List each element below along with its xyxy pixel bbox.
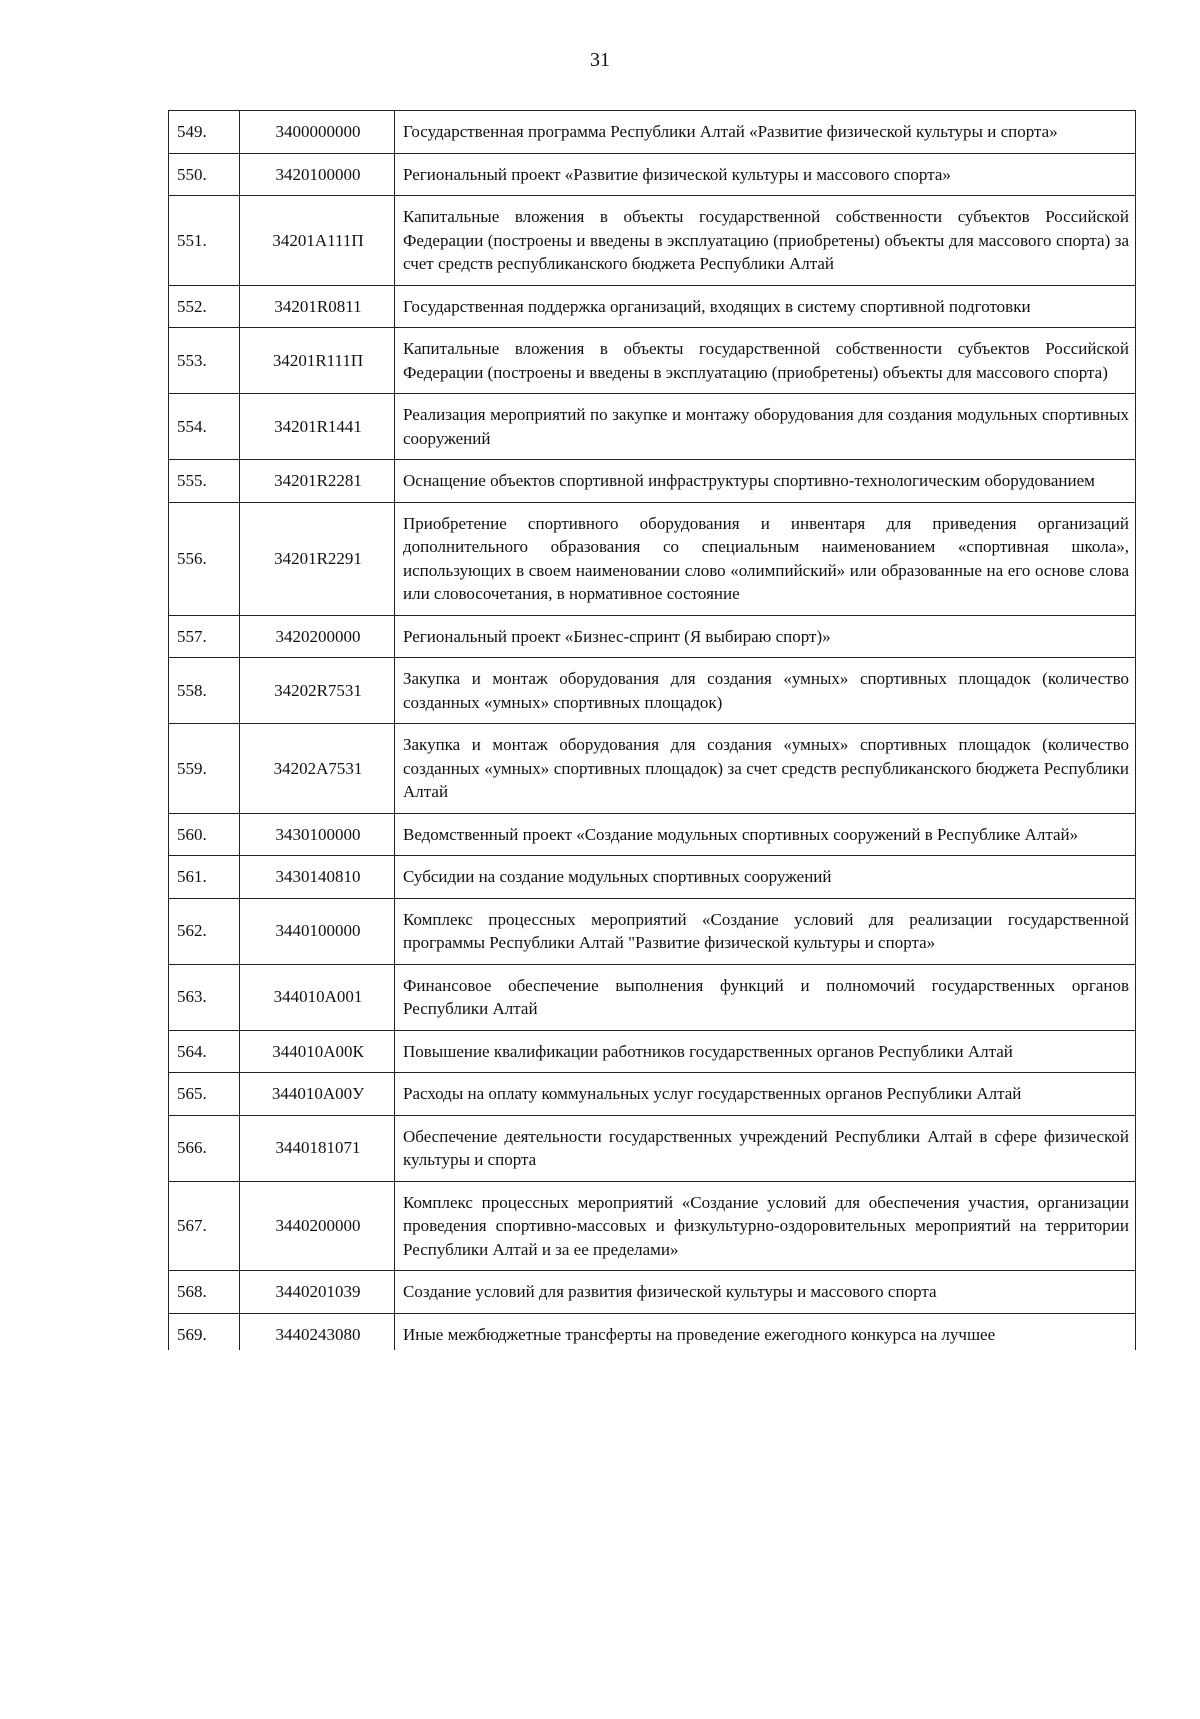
row-number: 549. — [169, 111, 240, 154]
row-code: 34201R2281 — [240, 460, 395, 503]
table-row — [169, 658, 1136, 724]
row-description: Приобретение спортивного оборудования и инвентаря для приведения организаций дополнительного образования со специальным наименованием «спортивная школа», использующих в своем наименовании слово «олимпийский» или образованные на его основе слова или словосочетания, в нормативное состояние — [395, 502, 1136, 615]
row-code: 34201R1441 — [240, 394, 395, 460]
row-description: Региональный проект «Развитие физической культуры и массового спорта» — [395, 153, 1136, 196]
row-code: 3440243080 — [240, 1313, 395, 1350]
row-number: 559. — [169, 724, 240, 814]
row-description: Ведомственный проект «Создание модульных спортивных сооружений в Республике Алтай» — [395, 813, 1136, 856]
row-number: 552. — [169, 285, 240, 328]
row-code: 344010А00У — [240, 1073, 395, 1116]
row-description: Закупка и монтаж оборудования для создания «умных» спортивных площадок (количество созданных «умных» спортивных площадок) — [395, 658, 1136, 724]
table-row — [169, 460, 1136, 503]
row-code: 3440100000 — [240, 898, 395, 964]
row-code: 3440200000 — [240, 1181, 395, 1271]
row-description: Комплекс процессных мероприятий «Создание условий для обеспечения участия, организации проведения спортивно-массовых и физкультурно-оздоровительных мероприятий на территории Республики Алтай и за ее пределами» — [395, 1181, 1136, 1271]
row-description: Создание условий для развития физической культуры и массового спорта — [395, 1271, 1136, 1314]
row-number: 556. — [169, 502, 240, 615]
row-code: 3440201039 — [240, 1271, 395, 1314]
budget-code-table — [168, 110, 1136, 1350]
row-description: Капитальные вложения в объекты государственной собственности субъектов Российской Федерации (построены и введены в эксплуатацию (приобретены) объекты для массового спорта) за счет средств республиканского бюджета Республики Алтай — [395, 196, 1136, 286]
table-row — [169, 196, 1136, 286]
row-number: 550. — [169, 153, 240, 196]
table-row — [169, 394, 1136, 460]
row-code: 34201R111П — [240, 328, 395, 394]
row-description: Финансовое обеспечение выполнения функций и полномочий государственных органов Республики Алтай — [395, 964, 1136, 1030]
row-description: Расходы на оплату коммунальных услуг государственных органов Республики Алтай — [395, 1073, 1136, 1116]
row-number: 563. — [169, 964, 240, 1030]
row-code: 3420100000 — [240, 153, 395, 196]
row-description: Государственная программа Республики Алтай «Развитие физической культуры и спорта» — [395, 111, 1136, 154]
row-description: Иные межбюджетные трансферты на проведение ежегодного конкурса на лучшее — [395, 1313, 1136, 1350]
table-row — [169, 1030, 1136, 1073]
row-description: Закупка и монтаж оборудования для создания «умных» спортивных площадок (количество созданных «умных» спортивных площадок) за счет средств республиканского бюджета Республики Алтай — [395, 724, 1136, 814]
table-row — [169, 1181, 1136, 1271]
table-row — [169, 328, 1136, 394]
row-description: Государственная поддержка организаций, входящих в систему спортивной подготовки — [395, 285, 1136, 328]
row-code: 34201R2291 — [240, 502, 395, 615]
row-number: 553. — [169, 328, 240, 394]
row-number: 562. — [169, 898, 240, 964]
row-code: 3440181071 — [240, 1115, 395, 1181]
row-description: Повышение квалификации работников государственных органов Республики Алтай — [395, 1030, 1136, 1073]
row-number: 564. — [169, 1030, 240, 1073]
table-row — [169, 111, 1136, 154]
row-number: 557. — [169, 615, 240, 658]
table-row — [169, 153, 1136, 196]
row-code: 34202A7531 — [240, 724, 395, 814]
row-code: 3400000000 — [240, 111, 395, 154]
row-number: 561. — [169, 856, 240, 899]
table-row — [169, 856, 1136, 899]
row-number: 566. — [169, 1115, 240, 1181]
table-row — [169, 615, 1136, 658]
row-number: 565. — [169, 1073, 240, 1116]
row-code: 3430100000 — [240, 813, 395, 856]
table-row — [169, 285, 1136, 328]
row-number: 567. — [169, 1181, 240, 1271]
row-number: 558. — [169, 658, 240, 724]
table-row — [169, 1271, 1136, 1314]
table-row — [169, 1313, 1136, 1350]
table-row — [169, 502, 1136, 615]
row-number: 568. — [169, 1271, 240, 1314]
table-row — [169, 813, 1136, 856]
row-description: Реализация мероприятий по закупке и монтажу оборудования для создания модульных спортивных сооружений — [395, 394, 1136, 460]
row-description: Комплекс процессных мероприятий «Создание условий для реализации государственной программы Республики Алтай "Развитие физической культуры и спорта» — [395, 898, 1136, 964]
row-code: 34201R0811 — [240, 285, 395, 328]
row-description: Субсидии на создание модульных спортивных сооружений — [395, 856, 1136, 899]
table-row — [169, 724, 1136, 814]
page-number: 31 — [590, 49, 610, 71]
row-code: 3430140810 — [240, 856, 395, 899]
row-number: 560. — [169, 813, 240, 856]
row-description: Региональный проект «Бизнес-спринт (Я выбираю спорт)» — [395, 615, 1136, 658]
row-code: 34202R7531 — [240, 658, 395, 724]
row-code: 34201A111П — [240, 196, 395, 286]
table-row — [169, 898, 1136, 964]
table-row — [169, 1073, 1136, 1116]
row-description: Капитальные вложения в объекты государственной собственности субъектов Российской Федерации (построены и введены в эксплуатацию (приобретены) объекты для массового спорта) — [395, 328, 1136, 394]
table-row — [169, 964, 1136, 1030]
row-description: Оснащение объектов спортивной инфраструктуры спортивно-технологическим оборудованием — [395, 460, 1136, 503]
table-row — [169, 1115, 1136, 1181]
row-code: 344010А00К — [240, 1030, 395, 1073]
row-number: 551. — [169, 196, 240, 286]
row-code: 344010А001 — [240, 964, 395, 1030]
row-number: 569. — [169, 1313, 240, 1350]
row-number: 555. — [169, 460, 240, 503]
row-number: 554. — [169, 394, 240, 460]
row-description: Обеспечение деятельности государственных учреждений Республики Алтай в сфере физической культуры и спорта — [395, 1115, 1136, 1181]
row-code: 3420200000 — [240, 615, 395, 658]
